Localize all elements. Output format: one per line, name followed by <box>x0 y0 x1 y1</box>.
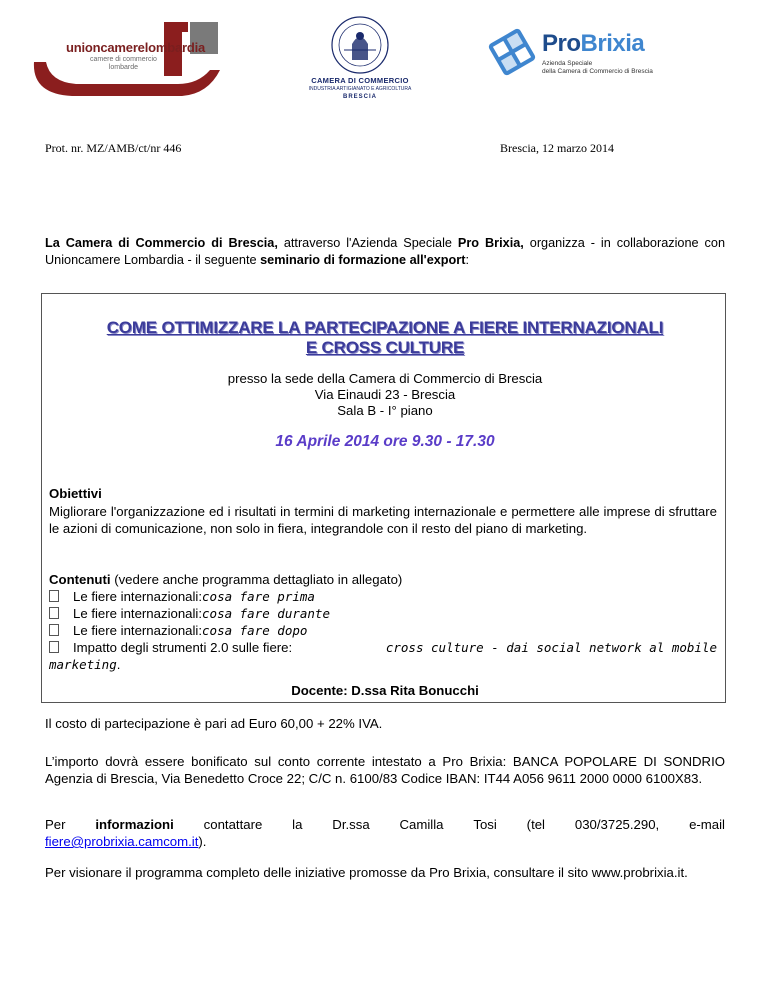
contact-paragraph: Per informazioni contattare la Dr.ssa Camilla Tosi (tel 030/3725.290, e-mail fiere@probrixia.camcom.it). <box>45 817 725 849</box>
probrixia-logo <box>484 24 694 84</box>
cost-paragraph: Il costo di partecipazione è pari ad Euro 60,00 + 22% IVA. <box>45 716 383 731</box>
bullet-box-icon <box>49 624 59 636</box>
bullet-box-icon <box>49 641 59 653</box>
probrixia-subtitle: Azienda Speciale della Camera di Commercio di Brescia <box>542 60 653 75</box>
email-link[interactable]: fiere@probrixia.camcom.it <box>45 834 199 849</box>
bullet-box-icon <box>49 590 59 602</box>
camera-city: BRESCIA <box>342 94 377 100</box>
unioncamere-subtitle: camere di commercio lombarde <box>90 56 157 71</box>
intro-paragraph: La Camera di Commercio di Brescia, attraverso l'Azienda Speciale Pro Brixia, organizza - in collaborazione con Unioncamere Lombardia - il seguente seminario di formazione all'export: <box>45 236 725 267</box>
payment-paragraph: L’importo dovrà essere bonificato sul conto corrente intestato a Pro Brixia: BANCA POPOLARE DI SONDRIO Agenzia di Brescia, Via Benedetto Croce 22; C/C n. 6100/83 Codice IBAN: IT44 A056 9611 2000 0000 6100X83. <box>45 754 725 786</box>
bullet-box-icon <box>49 607 59 619</box>
contents-section: Contenuti (vedere anche programma dettagliato in allegato) Le fiere internazionali: cosa fare prima Le fiere internazionali: cosa fare durante Le fiere internazionali: cosa fare dopo Impatto degli strumenti 2.0 sulle fiere: cross culture - dai social network al mobile marketing. <box>49 572 717 672</box>
camera-commercio-logo <box>300 14 420 106</box>
list-item: Impatto degli strumenti 2.0 sulle fiere: cross culture - dai social network al mobile <box>49 639 717 656</box>
website-paragraph: Per visionare il programma completo delle iniziative promosse da Pro Brixia, consultare il sito www.probrixia.it. <box>45 865 688 880</box>
protocol-number: Prot. nr. MZ/AMB/ct/nr 446 <box>45 141 182 155</box>
probrixia-emblem-icon <box>484 24 540 80</box>
teacher-name: Docente: D.ssa Rita Bonucchi <box>291 683 479 698</box>
unioncamere-name: unioncamerelombardia <box>66 40 206 55</box>
list-item: Le fiere internazionali: cosa fare dopo <box>49 622 717 639</box>
event-date-time: 16 Aprile 2014 ore 9.30 - 17.30 <box>275 433 495 450</box>
list-item: Le fiere internazionali: cosa fare prima <box>49 588 717 605</box>
list-item: Le fiere internazionali: cosa fare durante <box>49 605 717 622</box>
unioncamere-logo <box>32 22 222 102</box>
letter-date: Brescia, 12 marzo 2014 <box>500 141 614 155</box>
probrixia-name: ProBrixia <box>542 30 645 57</box>
objectives-heading: Obiettivi <box>49 486 102 501</box>
seal-icon <box>300 14 420 76</box>
event-venue: presso la sede della Camera di Commercio di Brescia Via Einaudi 23 - Brescia Sala B - I° piano <box>227 371 543 418</box>
camera-subtitle: INDUSTRIA ARTIGIANATO E AGRICOLTURA <box>308 86 412 92</box>
camera-title: CAMERA DI COMMERCIO <box>311 76 409 85</box>
event-title: COME OTTIMIZZARE LA PARTECIPAZIONE A FIERE INTERNAZIONALI E CROSS CULTURE <box>106 318 664 357</box>
objectives-text: Migliorare l'organizzazione ed i risultati in termini di marketing internazionale e permettere alle imprese di sfruttare le azioni di comunicazione, non solo in fiera, integrandole con il resto del piano di marketing. <box>49 504 717 536</box>
